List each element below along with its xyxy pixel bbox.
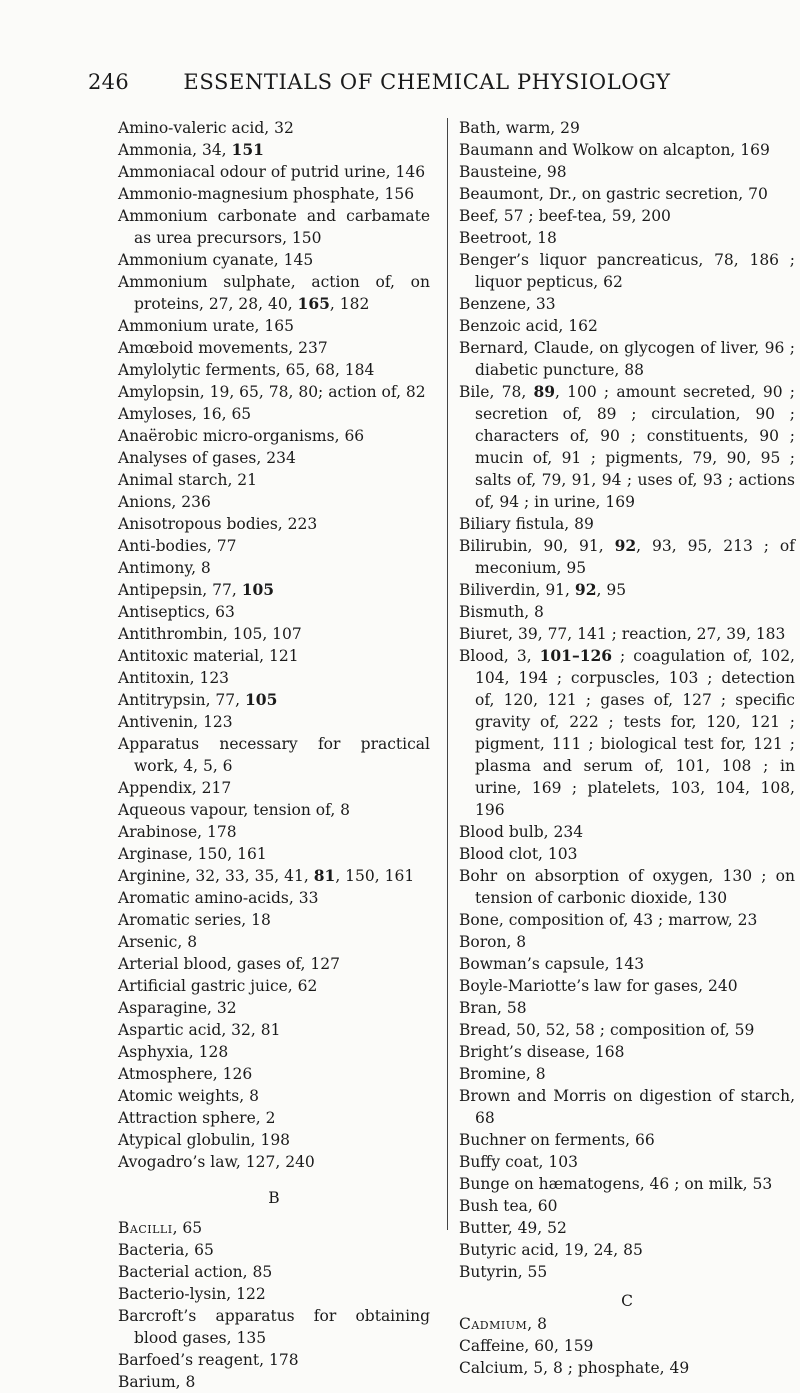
index-entry: Arabinose, 178 (118, 823, 237, 841)
index-entry: Beaumont, Dr., on gastric secretion, 70 (459, 185, 768, 203)
index-entry: Biuret, 39, 77, 141 ; reaction, 27, 39, 183 (459, 625, 786, 643)
index-entry: Arsenic, 8 (118, 933, 198, 951)
index-entry: Appendix, 217 (118, 779, 232, 797)
index-entry: Analyses of gases, 234 (118, 449, 296, 467)
index-entry: Barcroft’s apparatus for obtaining blood gases, 135 (118, 1307, 430, 1347)
index-entry: Anaërobic micro-organisms, 66 (118, 427, 365, 445)
page-number: 246 (88, 70, 129, 94)
index-entry: Arginase, 150, 161 (118, 845, 267, 863)
index-entry: Buffy coat, 103 (459, 1153, 578, 1171)
index-entry: Amino-valeric acid, 32 (118, 119, 294, 137)
index-entry: Barium, 8 (118, 1373, 196, 1391)
index-entry: Antipepsin, 77, 105 (118, 580, 275, 599)
index-column-right (459, 117, 795, 1379)
page-header (86, 70, 710, 100)
index-entry: Caffeine, 60, 159 (459, 1337, 594, 1355)
column-divider (447, 118, 448, 1230)
index-entry: Antiseptics, 63 (118, 603, 235, 621)
index-entry: Ammonium carbonate and carbamate as urea precursors, 150 (118, 207, 430, 247)
index-entry: Ammoniacal odour of putrid urine, 146 (118, 163, 426, 181)
index-entry: Boron, 8 (459, 933, 527, 951)
index-entry: Ammonium urate, 165 (118, 317, 294, 335)
index-entry: Bran, 58 (459, 999, 527, 1017)
index-entry: Animal starch, 21 (118, 471, 258, 489)
index-entry: Ammonium cyanate, 145 (118, 251, 314, 269)
index-entry: Anions, 236 (118, 493, 211, 511)
index-entry: Artificial gastric juice, 62 (118, 977, 318, 995)
index-entry: Barfoed’s reagent, 178 (118, 1351, 299, 1369)
index-entry: Butyrin, 55 (459, 1263, 548, 1281)
index-entry: Amyloses, 16, 65 (118, 405, 252, 423)
index-entry: Biliary fistula, 89 (459, 515, 594, 533)
index-entry: Amylopsin, 19, 65, 78, 80; action of, 82 (118, 383, 426, 401)
index-entry: Arginine, 32, 33, 35, 41, 81, 150, 161 (118, 866, 415, 885)
index-entry: Antimony, 8 (118, 559, 211, 577)
index-entry: Ammonium sulphate, action of, on proteins, 27, 28, 40, 165, 182 (118, 273, 430, 313)
index-entry: Blood clot, 103 (459, 845, 578, 863)
index-entry: Blood bulb, 234 (459, 823, 584, 841)
index-entry: Bismuth, 8 (459, 603, 544, 621)
index-entry: Bohr on absorption of oxygen, 130 ; on tension of carbonic dioxide, 130 (459, 867, 795, 907)
index-entry: Arterial blood, gases of, 127 (118, 955, 340, 973)
index-entry: Aspartic acid, 32, 81 (118, 1021, 281, 1039)
index-entry: Benger’s liquor pancreaticus, 78, 186 ; liquor pepticus, 62 (459, 251, 795, 291)
index-entry: Asparagine, 32 (118, 999, 237, 1017)
index-entry: Antitoxin, 123 (118, 669, 230, 687)
index-entry-bile: Bile, 78, 89, 100 ; amount secreted, 90 ; secretion of, 89 ; circulation, 90 ; characters of, 90 ; constituents, 90 ; mucin of, 91 ; pigments, 79, 90, 95 ; salts of, 79, 91, 94 ; uses of, 93 ; actions of, 94 ; in urine, 169 (459, 382, 795, 511)
section-letter-b: B (268, 1189, 280, 1207)
index-entry: Aromatic amino-acids, 33 (118, 889, 319, 907)
index-entry: Aqueous vapour, tension of, 8 (118, 801, 351, 819)
index-entry: Baumann and Wolkow on alcapton, 169 (459, 141, 770, 159)
index-entry: Bromine, 8 (459, 1065, 546, 1083)
index-entry: Bacilli, 65 (118, 1219, 203, 1237)
index-entry: Bunge on hæmatogens, 46 ; on milk, 53 (459, 1175, 773, 1193)
index-entry: Ammonia, 34, 151 (118, 140, 264, 159)
index-entry: Bacterio-lysin, 122 (118, 1285, 266, 1303)
index-entry: Benzoic acid, 162 (459, 317, 598, 335)
index-entry: Bacterial action, 85 (118, 1263, 273, 1281)
index-entry: Amylolytic ferments, 65, 68, 184 (118, 361, 375, 379)
index-entry: Bath, warm, 29 (459, 119, 580, 137)
index-entry: Cadmium, 8 (459, 1315, 547, 1333)
index-entry: Bowman’s capsule, 143 (459, 955, 645, 973)
index-entry: Bausteine, 98 (459, 163, 567, 181)
index-entry: Ammonio-magnesium phosphate, 156 (118, 185, 415, 203)
section-letter-c: C (621, 1292, 633, 1310)
index-entry: Bone, composition of, 43 ; marrow, 23 (459, 911, 758, 929)
index-entry: Calcium, 5, 8 ; phosphate, 49 (459, 1359, 690, 1377)
index-entry-blood: Blood, 3, 101–126 ; coagulation of, 102, 104, 194 ; corpuscles, 103 ; detection of, 120, 121 ; gases of, 127 ; specific gravity of, 222 ; tests for, 120, 121 ; pigment, 111 ; biological test for, 121 ; plasma and serum of, 101, 108 ; in urine, 169 ; platelets, 103, 104, 108, 196 (459, 646, 795, 819)
index-entry: Aromatic series, 18 (118, 911, 271, 929)
index-entry: Atmosphere, 126 (118, 1065, 253, 1083)
index-entry: Antitrypsin, 77, 105 (118, 690, 278, 709)
index-entry: Bright’s disease, 168 (459, 1043, 625, 1061)
index-entry: Butter, 49, 52 (459, 1219, 567, 1237)
index-entry: Antithrombin, 105, 107 (118, 625, 302, 643)
running-title: ESSENTIALS OF CHEMICAL PHYSIOLOGY (183, 70, 671, 94)
index-entry: Atomic weights, 8 (118, 1087, 259, 1105)
index-entry: Attraction sphere, 2 (118, 1109, 276, 1127)
index-entry: Antivenin, 123 (118, 713, 233, 731)
index-entry: Benzene, 33 (459, 295, 556, 313)
index-entry: Anti-bodies, 77 (118, 537, 237, 555)
index-entry: Bacteria, 65 (118, 1241, 214, 1259)
index-entry: Avogadro’s law, 127, 240 (118, 1153, 315, 1171)
index-column-left (118, 117, 430, 1393)
index-entry: Bernard, Claude, on glycogen of liver, 96 ; diabetic puncture, 88 (459, 339, 795, 379)
index-entry: Buchner on ferments, 66 (459, 1131, 655, 1149)
index-entry: Antitoxic material, 121 (118, 647, 299, 665)
index-entry: Amœboid movements, 237 (118, 339, 328, 357)
index-entry-biliverdin: Biliverdin, 91, 92, 95 (459, 580, 627, 599)
index-entry-bilirubin: Bilirubin, 90, 91, 92, 93, 95, 213 ; of meconium, 95 (459, 536, 795, 577)
index-entry: Boyle-Mariotte’s law for gases, 240 (459, 977, 738, 995)
index-entry: Apparatus necessary for practical work, 4, 5, 6 (118, 735, 430, 775)
index-entry: Bread, 50, 52, 58 ; composition of, 59 (459, 1021, 755, 1039)
index-entry: Beef, 57 ; beef-tea, 59, 200 (459, 207, 671, 225)
index-entry: Brown and Morris on digestion of starch, 68 (459, 1087, 795, 1127)
index-entry: Bush tea, 60 (459, 1197, 558, 1215)
index-entry: Anisotropous bodies, 223 (118, 515, 318, 533)
index-entry: Beetroot, 18 (459, 229, 557, 247)
index-entry: Asphyxia, 128 (118, 1043, 229, 1061)
index-entry: Butyric acid, 19, 24, 85 (459, 1241, 643, 1259)
index-entry: Atypical globulin, 198 (118, 1131, 291, 1149)
